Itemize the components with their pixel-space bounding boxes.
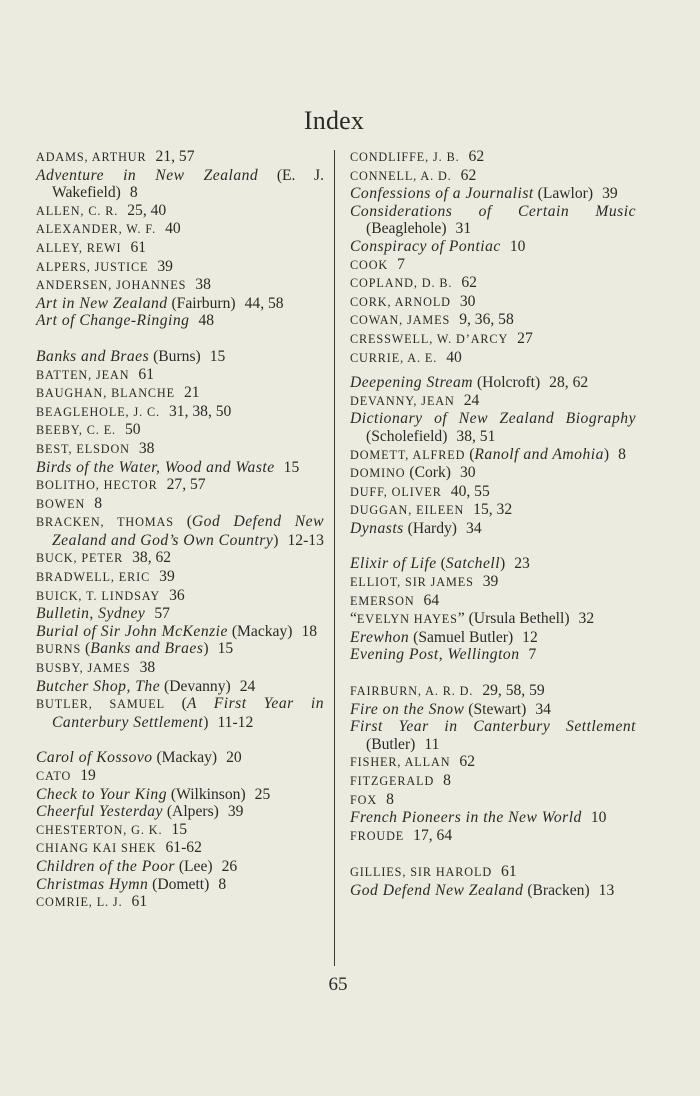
entry-title: Ranolf and Amohia — [474, 445, 604, 463]
index-entry — [36, 459, 324, 477]
entry-pages: 34 — [535, 700, 551, 718]
entry-pages: 62 — [468, 148, 485, 165]
section-gap — [350, 664, 636, 682]
entry-pages: 18 — [301, 622, 318, 640]
entry-title: Birds of the Water, Wood and Waste — [36, 458, 275, 476]
index-entry — [36, 803, 324, 821]
index-entry — [36, 513, 324, 549]
entry-pages: 26 — [221, 857, 238, 875]
entry-text: ) — [500, 555, 506, 573]
entry-pages: 40 — [165, 220, 181, 238]
entry-name: DEVANNY, JEAN — [350, 393, 455, 408]
page-title: Index — [303, 106, 365, 135]
entry-name: CHESTERTON, G. K. — [36, 822, 163, 837]
index-entry — [36, 695, 324, 731]
entry-name: FOX — [350, 792, 378, 807]
index-entry — [36, 258, 324, 277]
index-entry — [350, 167, 636, 186]
entry-name: CATO — [36, 769, 72, 783]
entry-title: Elixir of Life — [350, 555, 437, 573]
section-gap — [350, 845, 636, 863]
index-entry — [36, 239, 324, 258]
index-entry — [350, 718, 636, 753]
entry-name: ALEXANDER, W. F. — [36, 222, 157, 237]
entry-pages: 61 — [138, 365, 154, 383]
entry-pages: 24 — [239, 677, 256, 695]
index-entry — [36, 640, 324, 659]
entry-pages: 12 — [522, 628, 538, 646]
index-entry — [36, 839, 324, 858]
entry-pages: 11 — [424, 735, 440, 753]
entry-text: (Hardy) — [403, 519, 458, 537]
entry-name: BUCK, PETER — [36, 551, 124, 566]
index-entry — [350, 701, 636, 719]
entry-text: (Alpers) — [162, 803, 219, 821]
index-entry — [36, 605, 324, 623]
entry-text: (Holcroft) — [473, 374, 541, 392]
entry-title: Banks and Braes — [90, 640, 204, 658]
entry-text: (Scholefield) — [366, 427, 448, 445]
entry-title: Satchell — [445, 555, 501, 573]
entry-title: Christmas Hymn — [36, 875, 149, 893]
entry-pages: 61 — [131, 893, 148, 911]
entry-name: DUFF, OLIVER — [350, 484, 442, 499]
index-entry — [36, 276, 324, 295]
section-gap — [36, 330, 324, 348]
index-entry — [350, 520, 636, 538]
index-entry — [36, 295, 324, 313]
entry-pages: 34 — [466, 519, 482, 537]
entry-text: (Stewart) — [464, 700, 527, 718]
entry-text: ) — [273, 531, 279, 549]
entry-text: (Samuel Butler) — [409, 628, 514, 646]
entry-text: ( — [465, 445, 475, 463]
index-entry — [350, 629, 636, 647]
entry-pages: 15 — [217, 640, 234, 658]
entry-title: Children of the Poor — [36, 857, 175, 875]
entry-text: (Burns) — [149, 347, 201, 365]
entry-title: A First Year in Canterbury Settlement — [52, 695, 324, 731]
entry-title: God Defend New Zealand and God’s Own Country — [52, 513, 325, 549]
index-column-left — [36, 148, 324, 912]
section-gap — [36, 731, 324, 749]
entry-title: Fire on the Snow — [350, 700, 465, 718]
index-entry — [36, 587, 324, 606]
entry-name: BRADWELL, ERIC — [36, 570, 151, 585]
entry-title: Erewhon — [350, 628, 410, 646]
entry-name: EMERSON — [350, 593, 415, 608]
entry-name: BURNS — [36, 642, 82, 657]
entry-pages: 24 — [463, 391, 480, 409]
entry-pages: 39 — [157, 257, 173, 275]
index-entry — [350, 293, 636, 312]
entry-name: CORK, ARNOLD — [350, 294, 451, 309]
index-entry — [350, 753, 636, 772]
index-entry — [36, 421, 324, 440]
entry-text: (Wilkinson) — [167, 785, 246, 803]
index-entry — [350, 573, 636, 592]
entry-name: BAUGHAN, BLANCHE — [36, 386, 175, 401]
entry-text: ) — [203, 713, 209, 731]
entry-name: BOLITHO, HECTOR — [36, 478, 158, 493]
entry-pages: 31, 38, 50 — [168, 402, 232, 420]
entry-pages: 38, 51 — [456, 427, 496, 445]
entry-pages: 15 — [283, 458, 300, 476]
entry-pages: 25, 40 — [127, 201, 167, 219]
column-divider — [334, 150, 335, 966]
entry-pages: 8 — [386, 790, 394, 808]
entry-name: CONNELL, A. D. — [350, 168, 452, 183]
entry-name: BRACKEN, THOMAS — [36, 515, 174, 530]
entry-name: ALLEY, REWI — [36, 240, 122, 255]
entry-name: COMRIE, L. J. — [36, 895, 123, 910]
index-column-right — [350, 148, 636, 900]
entry-pages: 61 — [501, 863, 517, 881]
entry-text: (Beaglehole) — [366, 220, 447, 238]
entry-name: ADAMS, ARTHUR — [36, 150, 147, 164]
entry-pages: 28, 62 — [549, 374, 589, 392]
entry-name: DOMETT, ALFRED — [350, 447, 466, 462]
index-entry — [36, 858, 324, 876]
entry-pages: 38 — [195, 276, 211, 294]
entry-title: Confessions of a Journalist — [350, 185, 534, 203]
entry-text: (Mackay) — [227, 622, 293, 640]
index-entry — [350, 274, 636, 293]
entry-pages: 44, 58 — [244, 294, 284, 312]
entry-title: Dynasts — [350, 519, 404, 537]
entry-name: FISHER, ALLAN — [350, 755, 451, 770]
entry-title: French Pioneers in the New World — [350, 809, 582, 827]
index-entry — [36, 659, 324, 678]
index-entry — [350, 809, 636, 827]
entry-name: GILLIES, SIR HAROLD — [350, 865, 493, 880]
entry-name: DUGGAN, EILEEN — [350, 503, 465, 518]
entry-name: BEEBY, C. E. — [36, 423, 116, 438]
index-entry — [36, 384, 324, 403]
entry-pages: 39 — [602, 185, 618, 203]
index-entry — [350, 203, 636, 238]
entry-pages: 25 — [254, 785, 271, 803]
entry-pages: 17, 64 — [413, 826, 453, 844]
section-gap — [350, 537, 636, 555]
index-entry — [36, 749, 324, 767]
entry-pages: 38 — [139, 659, 156, 677]
index-entry — [350, 446, 636, 465]
entry-pages: 21 — [183, 384, 200, 402]
entry-pages: 57 — [154, 605, 170, 623]
entry-pages: 61 — [130, 238, 147, 256]
entry-text: “ — [350, 610, 357, 628]
entry-pages: 8 — [618, 445, 626, 463]
index-entry — [350, 791, 636, 810]
index-entry — [36, 366, 324, 385]
entry-name: DOMINO — [350, 466, 406, 481]
entry-pages: 21, 57 — [155, 148, 195, 165]
entry-text: ” (Ursula Bethell) — [457, 610, 570, 628]
entry-pages: 27 — [517, 329, 533, 347]
entry-pages: 15, 32 — [473, 501, 513, 519]
index-entry — [36, 495, 324, 514]
entry-name: BEST, ELSDON — [36, 441, 130, 456]
entry-name: CRESSWELL, W. D’ARCY — [350, 331, 509, 346]
index-entry — [36, 786, 324, 804]
entry-title: Banks and Braes — [36, 347, 150, 365]
entry-title: God Defend New Zealand — [350, 881, 524, 899]
entry-pages: 19 — [80, 767, 96, 784]
entry-text: (Mackay) — [152, 749, 218, 767]
index-entry — [36, 403, 324, 422]
index-entry — [36, 568, 324, 587]
index-entry — [36, 767, 324, 786]
index-entry — [350, 827, 636, 846]
entry-name: BEAGLEHOLE, J. C. — [36, 404, 160, 419]
entry-pages: 8 — [218, 875, 227, 893]
index-entry — [36, 348, 324, 366]
entry-pages: 8 — [94, 494, 102, 512]
entry-name: BUSBY, JAMES — [36, 661, 131, 676]
entry-text: (Cork) — [405, 464, 451, 482]
index-entry — [350, 682, 636, 701]
entry-pages: 40, 55 — [450, 482, 490, 500]
index-entry — [350, 410, 636, 445]
entry-pages: 64 — [423, 591, 440, 609]
entry-name: FAIRBURN, A. R. D. — [350, 684, 474, 699]
entry-pages: 62 — [459, 753, 475, 771]
entry-name: BUTLER, SAMUEL — [36, 697, 165, 712]
entry-text: ( — [81, 640, 91, 658]
entry-text: (E. J. Wakefield) — [52, 166, 324, 202]
entry-text: ( — [164, 695, 187, 713]
entry-title: Check to Your King — [36, 785, 168, 803]
entry-pages: 36 — [169, 586, 185, 604]
entry-pages: 15 — [171, 820, 187, 838]
index-entry — [350, 646, 636, 664]
index-entry — [350, 349, 636, 368]
index-entry — [350, 483, 636, 502]
entry-pages: 8 — [443, 772, 451, 789]
entry-pages: 39 — [227, 803, 244, 821]
entry-title: Art in New Zealand — [36, 294, 168, 312]
entry-pages: 40 — [446, 348, 462, 366]
entry-text: (Butler) — [366, 735, 416, 753]
entry-name: BUICK, T. LINDSAY — [36, 588, 161, 603]
entry-pages: 7 — [528, 646, 537, 664]
entry-title: Carol of Kossovo — [36, 749, 153, 767]
entry-pages: 15 — [209, 347, 226, 365]
index-entry — [350, 555, 636, 573]
entry-text: ( — [173, 513, 192, 531]
entry-text: ) — [603, 445, 610, 463]
index-entry — [36, 876, 324, 894]
index-entry — [350, 330, 636, 349]
index-entry — [350, 238, 636, 256]
entry-pages: 23 — [514, 555, 530, 573]
entry-pages: 39 — [159, 568, 175, 586]
entry-pages: 11-12 — [217, 713, 254, 731]
entry-text: ( — [436, 555, 446, 573]
entry-name: ELLIOT, SIR JAMES — [350, 575, 474, 590]
entry-pages: 20 — [226, 749, 242, 767]
entry-pages: 38, 62 — [132, 549, 172, 567]
index-entry — [350, 148, 636, 167]
index-entry — [350, 464, 636, 483]
entry-name: FROUDE — [350, 828, 405, 843]
entry-text: ) — [203, 640, 209, 658]
entry-name: CONDLIFFE, J. B. — [350, 150, 460, 164]
index-entry — [36, 202, 324, 221]
entry-title: Butcher Shop, The — [36, 677, 161, 695]
index-entry — [350, 256, 636, 275]
index-entry — [350, 882, 636, 900]
index-entry — [36, 476, 324, 495]
entry-name: ALPERS, JUSTICE — [36, 259, 149, 274]
entry-title: Burial of Sir John McKenzie — [36, 622, 228, 640]
entry-pages: 61-62 — [165, 839, 202, 857]
entry-text: (Fairburn) — [167, 294, 236, 312]
entry-pages: 39 — [482, 573, 499, 591]
entry-pages: 12-13 — [287, 531, 324, 549]
entry-title: First Year in Canterbury Settlement — [350, 718, 636, 736]
entry-pages: 31 — [455, 220, 472, 238]
entry-title: Adventure in New Zealand — [36, 166, 259, 184]
entry-title: Considerations of Certain Music — [350, 202, 636, 220]
entry-pages: 8 — [129, 184, 138, 202]
entry-pages: 32 — [578, 610, 595, 628]
entry-name: COOK — [350, 257, 389, 272]
index-entry — [36, 148, 324, 167]
index-entry — [36, 312, 324, 330]
entry-pages: 9, 36, 58 — [459, 311, 514, 329]
index-entry — [350, 501, 636, 520]
entry-name: BATTEN, JEAN — [36, 367, 130, 382]
entry-pages: 62 — [461, 274, 477, 292]
entry-pages: 13 — [598, 881, 615, 899]
index-entry — [350, 772, 636, 791]
entry-pages: 27, 57 — [166, 476, 206, 494]
entry-name: ALLEN, C. R. — [36, 203, 119, 218]
entry-text: (Bracken) — [523, 881, 590, 899]
entry-pages: 10 — [509, 237, 526, 255]
index-entry — [36, 220, 324, 239]
index-entry — [350, 610, 636, 629]
index-entry — [36, 821, 324, 840]
entry-title: Evening Post, Wellington — [350, 646, 520, 664]
section-gap — [350, 367, 636, 374]
entry-title: Dictionary of New Zealand Biography — [350, 410, 636, 428]
entry-text: (Devanny) — [160, 677, 231, 695]
index-entry — [36, 678, 324, 696]
entry-text: (Lawlor) — [533, 185, 594, 203]
entry-pages: 10 — [590, 809, 607, 827]
index-entry — [350, 392, 636, 411]
index-entry — [36, 167, 324, 202]
index-entry — [36, 549, 324, 568]
index-entry — [350, 311, 636, 330]
entry-title: Art of Change-Ringing — [36, 312, 190, 330]
entry-pages: 38 — [138, 439, 155, 457]
entry-name: COWAN, JAMES — [350, 313, 451, 328]
entry-title: Bulletin, Sydney — [36, 605, 146, 623]
page-number: 65 — [328, 974, 348, 995]
entry-pages: 30 — [460, 464, 476, 482]
index-entry — [36, 440, 324, 459]
index-entry — [350, 185, 636, 203]
entry-name: EVELYN HAYES — [356, 612, 458, 627]
entry-pages: 48 — [198, 312, 215, 330]
entry-name: COPLAND, D. B. — [350, 276, 453, 291]
index-entry — [36, 623, 324, 641]
index-entry — [350, 374, 636, 392]
entry-title: Conspiracy of Pontiac — [350, 237, 501, 255]
entry-name: FITZGERALD — [350, 774, 435, 788]
entry-pages: 62 — [460, 166, 477, 184]
entry-pages: 50 — [124, 421, 141, 439]
entry-pages: 30 — [459, 292, 476, 310]
entry-text: (Domett) — [148, 875, 210, 893]
entry-title: Cheerful Yesterday — [36, 803, 163, 821]
index-entry — [350, 863, 636, 882]
entry-pages: 29, 58, 59 — [482, 682, 545, 700]
entry-name: ANDERSEN, JOHANNES — [36, 278, 187, 293]
entry-pages: 7 — [397, 255, 405, 273]
entry-title: Deepening Stream — [350, 374, 474, 392]
entry-text: (Lee) — [174, 857, 213, 875]
index-entry — [36, 893, 324, 912]
entry-name: BOWEN — [36, 496, 86, 511]
entry-name: CHIANG KAI SHEK — [36, 841, 157, 856]
index-entry — [350, 592, 636, 611]
entry-name: CURRIE, A. E. — [350, 350, 438, 365]
